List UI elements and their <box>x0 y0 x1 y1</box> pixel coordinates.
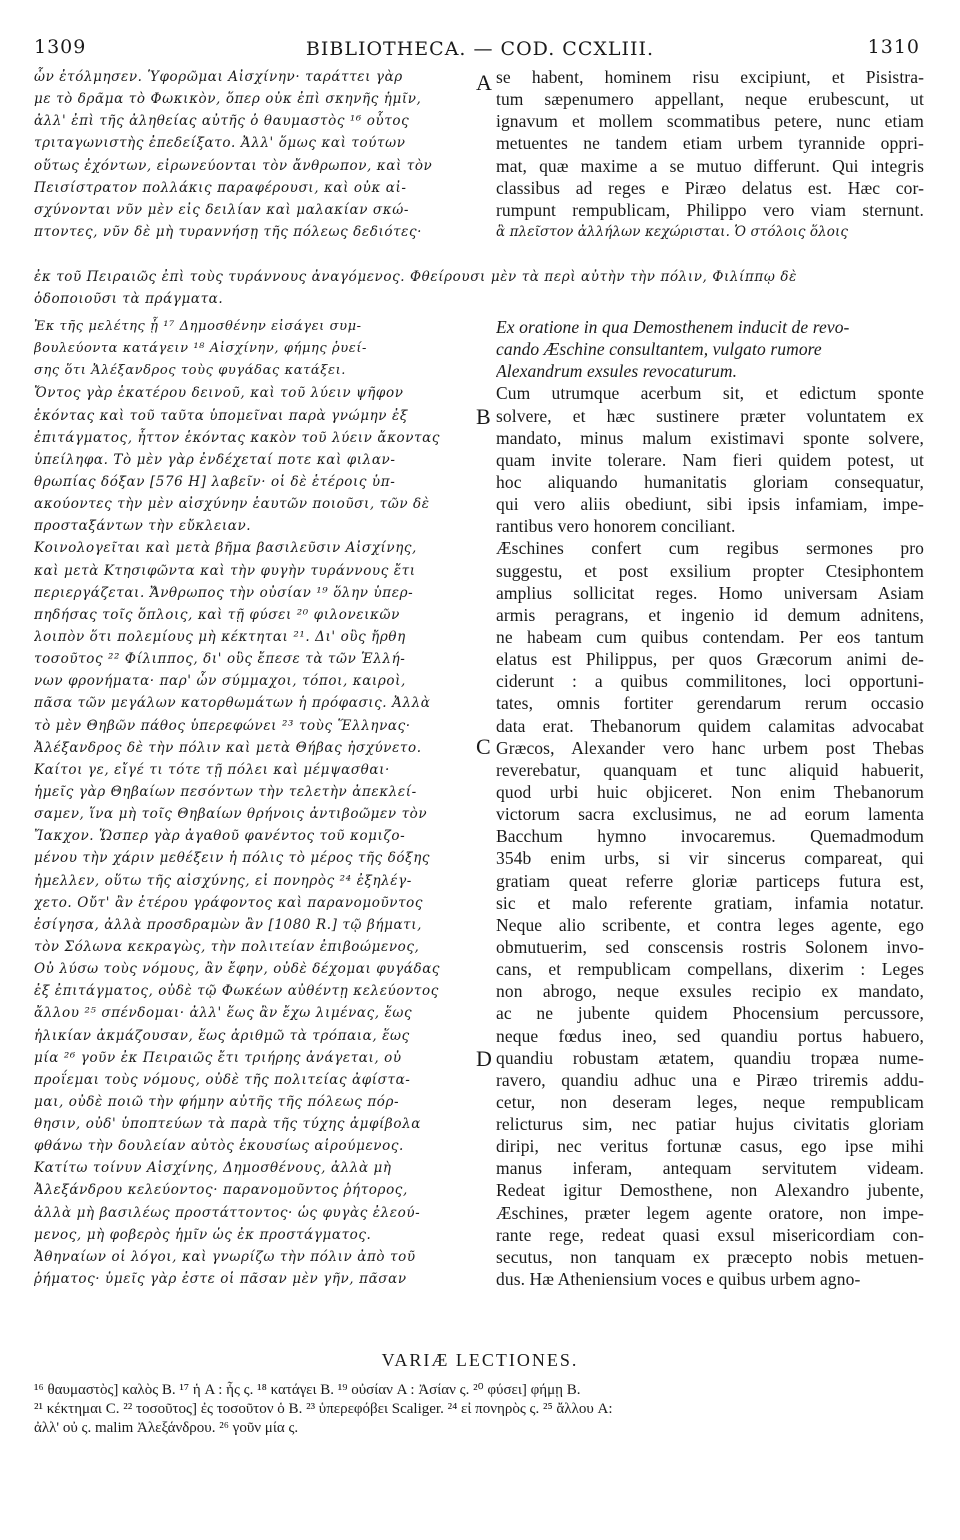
greek-text-line: πτοντες, νῦν δὲ μὴ τυραννήσῃ τῆς πόλεως δεδιότες· <box>34 223 423 240</box>
latin-text-line: rumpunt rempublicam, Philippo vero viam sternunt. <box>496 199 924 220</box>
latin-text-line: dus. Hæ Atheniensium voces e quibus urbem agno- <box>496 1269 861 1290</box>
greek-text-line: Κατίτω τοίνυν Αἰσχίνης, Δημοσθένους, ἀλλὰ μὴ <box>34 1160 392 1177</box>
latin-text-line: armis peragrans, et ingenio id demum adnitens, <box>496 604 924 625</box>
latin-text-line: Græcos, Alexander vero hanc urbem post Thebas <box>496 737 924 758</box>
greek-text-line: σαμεν, ἵνα μὴ τοῖς Θηβαίων θρήνοις ἀντιβοῶμεν τὸν <box>34 806 428 823</box>
latin-text-line: ciderunt : a quibus commilitones, loci opportuni- <box>496 671 924 692</box>
latin-text-line: ignavum et mollem scommatibus petere, nunc etiam <box>496 111 924 132</box>
greek-text-line: θρωπίας δόξαν [576 Η] λαβεῖν· οἱ δὲ ἑτέροις ὑπ- <box>34 473 396 490</box>
greek-text-line: οὕτως ἐχόντων, εἰρωνεύονται τὸν ἄνθρωπον, καὶ τὸν <box>34 157 433 174</box>
greek-text-line: ἐκ τοῦ Πειραιῶς ἐπὶ τοὺς τυράννους ἀναγόμενος. Φθείρουσι μὲν τὰ περὶ αὐτὴν τὴν πόλιν, Φιλίππῳ δὲ <box>34 269 797 285</box>
greek-text-line: καὶ μετὰ Κτησιφῶντα καὶ τὴν φυγὴν τυράννους ἔτι <box>34 562 416 579</box>
greek-column-top <box>34 66 472 243</box>
page-number-left: 1309 <box>34 36 87 58</box>
greek-text-line: σης ὅτι Ἀλέξανδρος τοὺς φυγάδας κατάξει. <box>34 363 347 379</box>
greek-text-line: Κοινολογεῖται καὶ μετὰ βῆμα βασιλεῦσιν Αἰσχίνης, <box>34 540 417 557</box>
greek-text-line: χετο. Οὔτ' ἂν ἑτέρου γράφοντος καὶ παρανομοῦντος <box>34 894 424 911</box>
latin-text-line: se habent, hominem risu excipiunt, et Pisistra- <box>496 67 924 87</box>
latin-text-line: elatus est Philippus, per quos Græcorum animi de- <box>496 649 924 670</box>
latin-text-line: mandato, minus malum existimavi sponte solvere, <box>496 427 924 448</box>
latin-text-line: amplius sollicitat reges. Homo universam Asiam <box>496 582 924 603</box>
greek-text-line: τριταγωνιστὴς ἐπεδείξατο. Ἀλλ' ὅμως καὶ τούτων <box>34 135 406 152</box>
greek-text-line: προΐεμαι τοὺς νόμους, οὐδὲ τῆς πολιτείας ἀφίστα- <box>34 1071 411 1088</box>
margin-marker-c: C <box>476 734 491 759</box>
greek-text-line: Ἐκ τῆς μελέτης ᾗ ¹⁷ Δημοσθένην εἰσάγει συμ- <box>34 319 362 334</box>
latin-text-line: classibus ad reges e Piræo delatus est. Hæc cor- <box>496 177 924 198</box>
latin-text-line: cando Æschine consultantem, vulgato rumore <box>496 339 822 360</box>
latin-text-line: Alexandrum exsules revocaturum. <box>496 361 738 382</box>
margin-marker-a: A <box>476 70 492 95</box>
latin-text-line: gratiam queat referre gloriæ particeps futura est, <box>496 870 924 891</box>
greek-text-line: φθάνω τὴν δουλείαν αὐτὸς ἑκουσίως αἱρούμενος. <box>34 1138 404 1155</box>
greek-text-line: τὸ μὲν Θηβῶν πάθος ὑπερεφώνει ²³ τοὺς Ἕλληνας· <box>34 717 411 734</box>
greek-text-line: τοσοῦτος ²² Φίλιππος, δι' οὓς ἔπεσε τὰ τῶν Ἑλλή- <box>34 651 406 668</box>
greek-text-line: ὧν ἐτόλμησεν. Ὑφορῶμαι Αἰσχίνην· ταράττει γὰρ <box>34 69 403 85</box>
latin-text-line: data erat. Thebanorum quidem calamitas advocabat <box>496 715 924 736</box>
latin-text-line: cans, et rempublicam compellans, dixerim : Leges <box>496 959 924 980</box>
latin-text-line: Cum utrumque acerbum sit, et edictum sponte <box>496 383 924 404</box>
greek-full-width <box>34 266 924 310</box>
latin-text-line: Bacchum hymno invocaremus. Quemadmodum <box>496 826 924 847</box>
latin-text-line: Æschines confert cum regibus sermones pro <box>496 538 924 559</box>
greek-text-line: πηδήσας τοῖς ὅπλοις, καὶ τῇ φύσει ²⁰ φιλονεικῶν <box>34 606 400 623</box>
greek-text-line: ακούοντες τὴν μὲν αἰσχύνην ἑαυτῶν ποιοῦσι, τῶν δὲ <box>34 496 430 513</box>
margin-marker-b: B <box>476 404 491 429</box>
latin-text-line: Ex oratione in qua Demosthenem inducit de revo- <box>496 317 850 337</box>
latin-text-line: ac ne jubente quidem Phocensium percussore, <box>496 1003 924 1024</box>
greek-text-line: λοιπὸν ὅτι πολεμίους μὴ κέκτηται ²¹. Δι' οὓς ἤρθη <box>34 628 406 645</box>
greek-text-line: μένου τὴν χάριν μεθέξειν ἡ πόλις τὸ μέρος τῆς δόξης <box>34 850 431 867</box>
latin-text-line: rante rege, redeat quasi exsul misericordiam con- <box>496 1224 924 1245</box>
latin-text-line: rantibus vero honorem conciliant. <box>496 516 736 537</box>
latin-text-line: relicturus sim, nec patiar hujus civitatis gloriam <box>496 1114 924 1135</box>
greek-text-line: ἀλλ' ἐπὶ τῆς ἀληθείας αὐτῆς ὁ θαυμαστὸς ¹⁶ οὗτος <box>34 113 410 130</box>
greek-text-line: ἐξ ἐπιτάγματος, οὐδὲ τῷ Φωκέων αὐθέντῃ κελεύοντος <box>34 983 439 1000</box>
greek-text-line: ἀλλὰ μὴ βασιλέως προστάττοντος· ὡς φυγὰς ἐλεού- <box>34 1204 421 1221</box>
greek-text-line: Ἴακχον. Ὥσπερ γὰρ ἀγαθοῦ φανέντος τοῦ κομιζο- <box>34 828 406 845</box>
latin-text-line: ravero, quandiu adhuc una e Piræo triremis addu- <box>496 1069 924 1090</box>
greek-text-line: Ἀθηναίων οἱ λόγοι, καὶ γνωρίζω τὴν πόλιν ἀπὸ τοῦ <box>34 1248 416 1265</box>
latin-text-line: secutus, non tanquam ex præcepto nobis metuen- <box>496 1246 924 1267</box>
greek-text-line: ἐπιτάγματος, ἧττον ἑκόντας κακὸν τοῦ λύειν ἄκοντας <box>34 429 441 446</box>
greek-text-line: ἠμελλεν, οὕτω τῆς αἰσχύνης, εἰ πονηρὸς ²⁴ ἐξηλέγ- <box>34 872 412 889</box>
latin-text-line: solvere, et hæc sustinere præter voluntatem ex <box>496 405 924 426</box>
latin-text-line: ἃ πλεῖστον ἀλλήλων κεχώρισται. Ὁ στόλοις ὅλοις <box>496 223 849 240</box>
latin-text-line: Neque alio scribente, et contra leges agente, ego <box>496 914 924 935</box>
greek-text-line: μία ²⁶ γοῦν ἐκ Πειραιῶς ἔτι τριήρης ἀνάγεται, οὐ <box>34 1049 402 1066</box>
latin-column-main <box>496 316 924 1290</box>
latin-text-line: reverebatur, quanquam et tunc aliquid habuerit, <box>496 759 924 780</box>
latin-text-line: qui vero aliis obediunt, sibi ipsis infamiam, impe- <box>496 494 924 515</box>
latin-text-line: tates, omnis fortiter gerendarum rerum occasio <box>496 693 924 714</box>
greek-text-line: πᾶσα τῶν μεγάλων κατορθωμάτων ἡ πρόφασις. Ἀλλὰ <box>34 695 431 712</box>
variae-lectiones-notes <box>34 1381 924 1438</box>
latin-text-line: Redeat igitur Demosthene, non Alexandro jubente, <box>496 1180 924 1201</box>
greek-text-line: σχύνονται νῦν μὲν εἰς δειλίαν καὶ μαλακίαν σκώ- <box>34 201 409 218</box>
greek-text-line: τὸν Σόλωνα κεκραγὼς, τὴν πολιτείαν ἐπιβοώμενος, <box>34 938 420 955</box>
greek-text-line: Καίτοι γε, εἴγέ τι τότε τῇ πόλει καὶ μέμψασθαι· <box>34 761 390 778</box>
page-number-right: 1310 <box>867 36 920 58</box>
greek-text-line: περιεργάζεται. Ἄνθρωπος τὴν οὐσίαν ¹⁹ ὅλην ὑπερ- <box>34 584 414 601</box>
variant-reading-line: ἀλλ' οὐ ς. malim Ἀλεξάνδρου. ²⁶ γοῦν μία ς. <box>34 1420 299 1436</box>
greek-text-line: Ὄντος γὰρ ἑκατέρου δεινοῦ, καὶ τοῦ λύειν ψῆφον <box>34 385 404 402</box>
latin-text-line: manus inferam, antequam servitutem videam. <box>496 1158 924 1179</box>
latin-text-line: 354b enim urbs, si vir sincerus compareat, qui <box>496 848 924 869</box>
greek-text-line: προσταξάντων τὴν εὔκλειαν. <box>34 518 252 535</box>
greek-text-line: ἄλλου ²⁵ σπένδομαι· ἀλλ' ἕως ἂν ἔχω λιμένας, ἕως <box>34 1005 413 1022</box>
latin-text-line: quandiu robustam ætatem, quandiu tropæa nume- <box>496 1047 924 1068</box>
greek-text-line: ἡμεῖς γὰρ Θηβαίων πεσόντων τὴν τελετὴν ἀπεκλεί- <box>34 783 417 800</box>
greek-text-line: με τὸ δρᾶμα τὸ Φωκικὸν, ὅπερ οὐκ ἐπὶ σκηνῆς ἡμῖν, <box>34 91 422 108</box>
latin-text-line: sic et malo referente gratiam, infamia notatur. <box>496 892 924 913</box>
latin-text-line: non abrogo, neque exsules recipio ex mandato, <box>496 981 924 1002</box>
greek-text-line: ἑκόντας καὶ τοῦ ταῦτα ὑπομεῖναι παρὰ γνώμην ἐξ <box>34 407 408 424</box>
variae-lectiones-heading: VARIÆ LECTIONES. <box>381 1350 579 1370</box>
latin-text-line: metuentes ne tandem etiam urbem tyrannide oppri- <box>496 133 924 154</box>
latin-text-line: suggestu, et post exsilium propter Ctesiphontem <box>496 560 924 581</box>
latin-text-line: cetur, non deseram leges, neque rempublicam <box>496 1091 924 1112</box>
latin-text-line: neque fœdus ineo, sed quandiu portus habuero, <box>496 1025 924 1046</box>
latin-text-line: tum sæpenumero appellant, neque erubescunt, ut <box>496 89 924 110</box>
greek-text-line: ὁδοποιοῦσι τὰ πράγματα. <box>34 291 224 308</box>
latin-text-line: Æschines, præter legem agente oratore, non impe- <box>496 1202 924 1223</box>
latin-text-line: hoc aliquando humanitatis gloriam consequatur, <box>496 471 924 492</box>
latin-column-top <box>496 66 924 243</box>
latin-text-line: quod urbi huic objiceret. Non enim Thebanorum <box>496 781 924 802</box>
greek-text-line: βουλεύοντα κατάγειν ¹⁸ Αἰσχίνην, φήμης ῥυεί- <box>34 341 368 357</box>
greek-text-line: ὑπείληφα. Τὸ μὲν γὰρ ἐνδέχεταί ποτε καὶ φιλαν- <box>34 451 396 468</box>
greek-text-line: μαι, οὐδὲ ποιῶ τὴν φήμην αὐτῆς τῆς πόλεως πόρ- <box>34 1093 400 1110</box>
latin-text-line: ne habeam cum quibus contendam. Per eos tantum <box>496 626 924 647</box>
margin-marker-d: D <box>476 1046 492 1071</box>
greek-text-line: Πεισίστρατον πολλάκις παραφέρουσι, καὶ οὐκ αἰ- <box>34 179 407 196</box>
variant-reading-line: ²¹ κέκτημαι C. ²² τοσοῦτος] ἐς τοσοῦτον ὁ B. ²³ ὑπερεφόβει Scaliger. ²⁴ εἰ πονηρὸς ς. ²⁵ ἄλλου A: <box>34 1401 613 1417</box>
greek-text-line: ἡλικίαν ἀκμάζουσαν, ἕως ἀριθμῶ τὰ τρόπαια, ἕως <box>34 1027 410 1044</box>
latin-text-line: victorum sacra exclusimus, ne ad eorum lamenta <box>496 804 924 825</box>
greek-text-line: μενος, μὴ φοβερὸς ἡμῖν ὡς ἐκ προστάγματος. <box>34 1226 372 1243</box>
variant-reading-line: ¹⁶ θαυμαστὸς] καλὸς B. ¹⁷ ἡ A : ἧς ς. ¹⁸ κατάγει B. ¹⁹ οὐσίαν A : Ἀσίαν ς. ²⁰ φύσει] φήμῃ B. <box>34 1382 581 1398</box>
greek-text-line: ἐσίγησα, ἀλλὰ προσδραμὼν ἂν [1080 R.] τῷ βήματι, <box>34 916 423 933</box>
latin-text-line: mat, quæ maxime a se mutuo differunt. Qui integris <box>496 155 924 176</box>
greek-text-line: Ἀλέξανδρος δὲ τὴν πόλιν καὶ μετὰ Θήβας ἠσχύνετο. <box>34 739 422 756</box>
greek-text-line: ῥήματος· ὑμεῖς γὰρ ἐστε οἱ πᾶσαν μὲν γῆν, πᾶσαν <box>34 1271 407 1288</box>
latin-text-line: quam invite tolerare. Nam fieri quidem potest, ut <box>496 449 924 470</box>
latin-text-line: diripi, nec veritus fortunæ casus, ego ipse mihi <box>496 1136 924 1157</box>
greek-column-main <box>34 316 472 1290</box>
running-title: BIBLIOTHECA. — COD. CCXLIII. <box>305 38 655 60</box>
greek-text-line: Οὐ λύσω τοὺς νόμους, ἂν ἔφην, οὐδὲ δέχομαι φυγάδας <box>34 961 441 978</box>
latin-text-line: obmutuerim, sed conscensis rostris Solonem invo- <box>496 936 924 957</box>
greek-text-line: θησιν, οὐδ' ὑποπτεύων τὰ παρὰ τῆς τύχης ἀμφίβολα <box>34 1116 421 1133</box>
greek-text-line: Ἀλεξάνδρου κελεύοντος· παρανομοῦντος ῥήτορος, <box>34 1182 408 1199</box>
greek-text-line: νων φρονήματα· παρ' ὧν σύμμαχοι, τόποι, καιροὶ, <box>34 673 406 690</box>
